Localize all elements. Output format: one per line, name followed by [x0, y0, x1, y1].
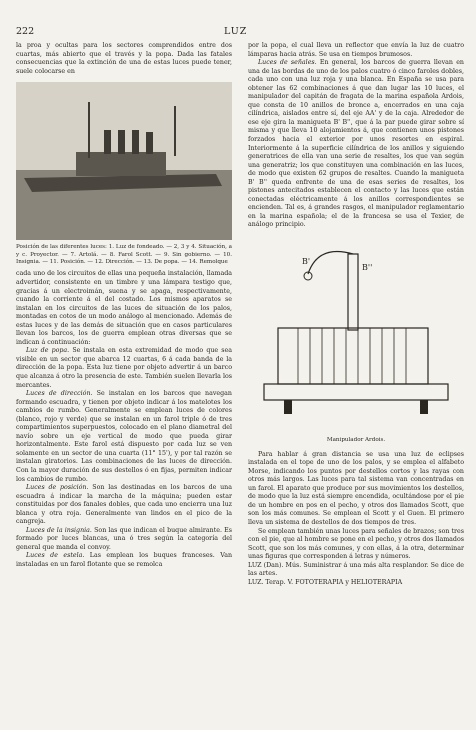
paragraph: Luces de posición. Son las destinadas en los barcos de una escuadra á indicar la marcha de la máquina; pueden estar constituidas por dos fanales dobles, que cada uno encierra una luz blanca y otra roja. Generalmente van lindos en el pico de la cangreja.: [16, 484, 232, 526]
running-title: LUZ: [224, 26, 248, 37]
svg-text:B': B': [302, 257, 311, 267]
manipulator-drawing: [248, 234, 464, 434]
document-page: [16, 26, 464, 720]
paragraph: LUZ (Dan). Mús. Suministrar á una más alta resplandor. Se dice de las artes.: [248, 561, 464, 578]
paragraph: cada uno de los circuitos de ellas una pequeña instalación, llamada advertidor, consistente en un timbre y una lámpara testigo que, gracias á un electroimán, suena y se apaga, respectivamente, cuando la corriente á el del costado. Los mismos aparatos se instalan en los circuitos de las luces de situación de los palos, montadas en cotos de un modo análogo al mencionado. Además de estas luces y de las demás de situación que en casos particulares llevan los barcos, los de guerra emplean otras diversas que se indican á continuación:: [16, 270, 232, 346]
right-column: [248, 42, 464, 587]
ship-illustration: [16, 82, 232, 240]
term: Luces de dirección.: [26, 390, 93, 398]
left-column: [16, 42, 232, 570]
figure-caption: Manipulador Ardois.: [326, 437, 386, 444]
paragraph: Luz de popa. Se instala en esta extremidad de modo que sea visible en un sector que abarca 12 cuartas, 6 á cada banda de la dirección de la popa. Esta luz tiene por objeto advertir á un barco que alcanza á otro la presencia de este. También suelen llevarla los mercantes.: [16, 347, 232, 389]
term: Luz de popa.: [26, 347, 70, 355]
term: Luces de estela.: [26, 552, 85, 560]
photo-caption: Posición de las diferentes luces: 1. Luz de fondeado. — 2, 3 y 4. Situación, a y c. Proyector. — 7. Artolá. — 8. Farol Scott. — 9. Sin gobierno. — 10. Insignia. — 11. Posición. — 12. Dirección. — 13. De popa. — 14. Remolque: [16, 244, 232, 265]
svg-text:B'': B'': [362, 263, 373, 273]
term: Luces de la insignia.: [26, 526, 92, 534]
page-header: [16, 26, 464, 40]
page-number: 222: [16, 26, 35, 37]
warship-photo: [16, 82, 232, 240]
paragraph: Luces de estela. Las emplean los buques franceses. Van instaladas en un farol flotante que se remolca: [16, 552, 233, 568]
entry-heading: LUZ (Dan). Mús.: [248, 561, 302, 569]
term: Luces de posición.: [26, 484, 89, 492]
paragraph: por la popa, el cual lleva un reflector que envía la luz de cuatro lámparas hacia atrás. Se usa en tiempos brumosos.: [248, 42, 464, 58]
paragraph: Luces de la insignia. Son las que indican el buque almirante. Es formado por luces blancas, una ó tres según la categoría del general que manda el convoy.: [16, 526, 232, 551]
paragraph: Para hablar á gran distancia se usa una luz de eclipses instalada en el tope de uno de los palos, y se emplea el alfabeto Morse, indicando los puntos por destellos cortos y las rayas con otros más largos. Las luces para tal sistema van concentradas en un farol. El aparato que produce por sus movimientos los destellos, de modo que la luz está siempre encendida, ocultándose por el pie de un hombre en pos en el pecho, y otros dos llamados Scott, que son los más comunes. Se emplean el Scott y el Guen. El primero lleva un sistema de destellos de dos tiempos de tres.: [248, 450, 464, 526]
paragraph: Luces de señales. En general, los barcos de guerra llevan en una de las bordas de uno de los palos cuatro ó cinco faroles dobles, cada uno con una luz roja y una blanca. En España se usa para obtener las 62 combinaciones á que dan lugar las 10 luces, el manipulador del capitán de fragata de la marina española Ardois, que consta de 10 anillos de bronce a, encerrados en una caja cilíndrica, aislados entre sí, del eje AA' y de la caja. Alrededor de ese eje gira la manigueta B' B'', que á la par puede girar sobre sí misma y que lleva 10 alojamientos á, que contienen unos pistones forzados hacia el exterior por unos resortes en espiral. Interiormente á la superficie cilíndrica de los anillos y siguiendo generatrices de ella van una serie de resaltes, los que van según una generatriz; los que constituyen una combinación en las luces, de modo que existen 62 grupos de resaltes. Cuando la manigueta B' B'' queda enfrente de una de esas series de resaltes, los pistones antecitados establecen el contacto y las luces que están conectadas eléctricamente á los anillos correspondientes se encienden. Tal es, á grandes rasgos, el manipulador reglamentario en la marina española; el de la francesa se usa el Texier, de análogo principio.: [248, 59, 464, 229]
term: Luces de señales.: [258, 59, 317, 67]
paragraph: la proa y ocultas para los sectores comprendidos entre dos cuartas, más abierto que el través y la popa. Dada las fatales consecuencias que la extinción de una de estas luces puede tener, suele colocarse en: [16, 42, 232, 75]
ardois-manipulator-figure: [248, 234, 464, 434]
cross-reference: LUZ. Terap. V. FOTOTERAPIA y HELIOTERAPIA: [248, 578, 403, 586]
paragraph: Luces de dirección. Se instalan en los barcos que navegan formando escuadra, y tienen por objeto indicar á los matelotes los cambios de rumbo. Generalmente se emplean luces de colores (blanco, rojo y verde) que se instalan en un farol triple ó de tres compartimientos superpuestos, colocado en el plano diametral del navío sobre un eje vertical de modo que pueda girar horizontalmente. Este farol está dispuesto por cada luz se ven solamente en un sector de una cuarta (11° 15'), y por tal razón se instalan giratorios. Las combinaciones de las luces de dirección. Con la mayor duración de sus destellos ó en fijas, permiten indicar los cambios de rumbo.: [16, 390, 232, 483]
paragraph: Se emplean también unas luces para señales de brazos; son tres con el pie, que al hombre se pone en el pecho, y otros dos llamados Scott, que son los más comunes, y con ellas, á la otra, determinar unas figuras que corresponden á letras y números.: [248, 527, 464, 561]
